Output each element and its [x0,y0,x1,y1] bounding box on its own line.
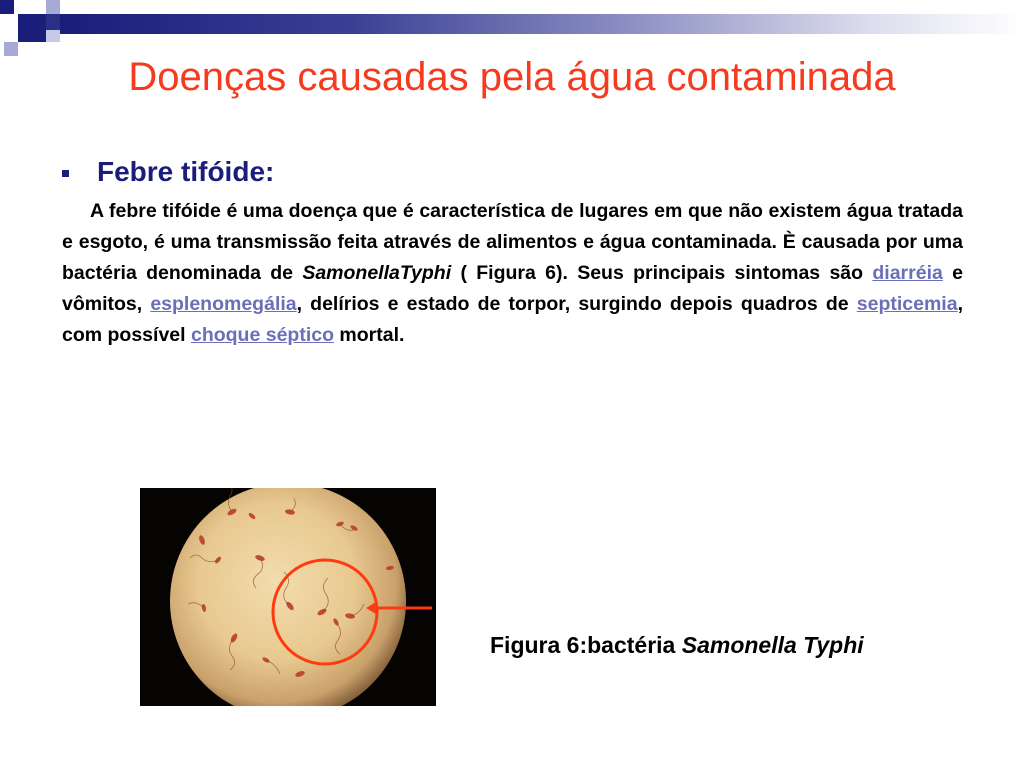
deco-square-lightgray [46,30,60,42]
deco-square-navy-3 [46,14,60,30]
bullet-label: Febre tifóide: [97,156,275,187]
body-paragraph [62,196,963,351]
bullet-square-icon [62,170,69,177]
species-name: SamonellaTyphi [302,262,452,284]
bullet-item [62,152,274,192]
link-septicemia[interactable]: septicemia [856,293,958,315]
arrow-pointer-icon [364,598,434,618]
paragraph-text: , delírios e estado de torpor, surgindo depois quadros de [296,293,857,315]
paragraph-text: A febre tifóide é uma doença que é característica de lugares em que não existem água tratada e esgoto, é uma transmissão feita através de alimentos e água contaminada. È causada por uma bactéria denominada de [62,200,963,284]
caption-text: Figura 6:bactéria [490,632,682,658]
figure-caption [490,632,864,659]
caption-species: Samonella Typhi [681,632,864,658]
header-gradient-bar [60,14,1024,34]
link-esplenomegalia[interactable]: esplenomegália [150,293,297,315]
paragraph-text: ( Figura 6). Seus principais sintomas são [451,262,873,284]
paragraph-text: mortal. [334,324,405,346]
deco-square-gray-1 [46,0,60,14]
slide-title: Doenças causadas pela água contaminada [128,55,896,99]
paragraph-text: , com possível [62,293,963,346]
link-choque-septico[interactable]: choque séptico [190,324,334,346]
deco-square-navy-1 [0,0,14,14]
deco-square-navy-2 [18,14,46,42]
paragraph-text: e vômitos, [62,262,963,315]
link-diarreia[interactable]: diarréia [872,262,943,284]
bacteria-microscope-image [140,488,436,706]
microscope-view [140,488,436,706]
